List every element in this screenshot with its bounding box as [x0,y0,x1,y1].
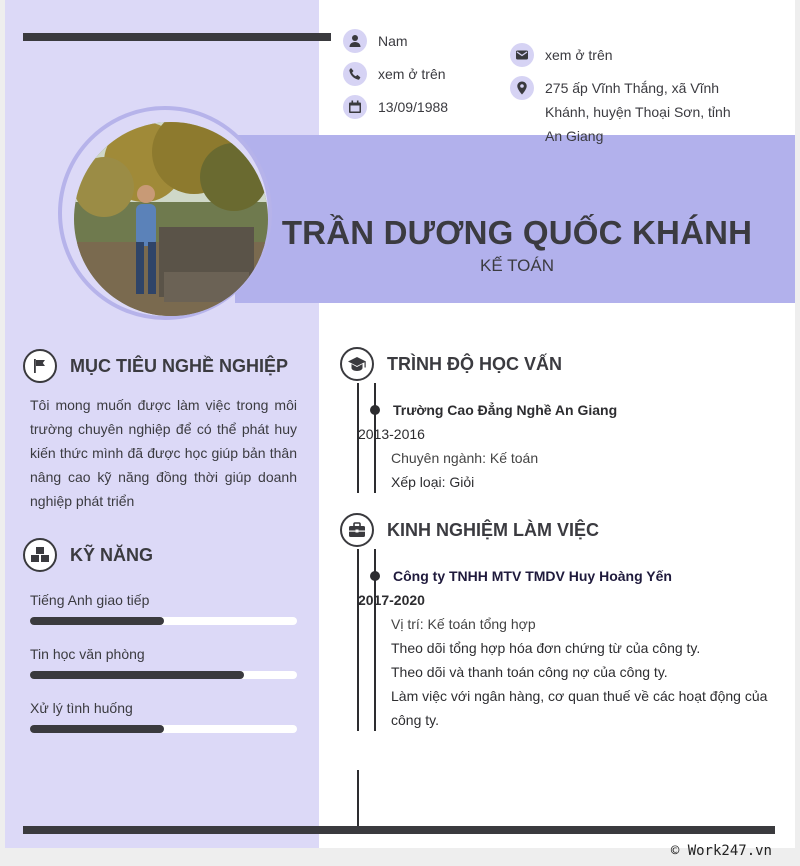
person-icon [343,29,367,53]
birthday-text: 13/09/1988 [378,99,449,115]
calendar-icon [343,95,367,119]
phone-text: xem ở trên [378,66,446,82]
bottom-divider [23,826,775,834]
cv-page [5,0,795,848]
briefcase-icon [340,513,374,547]
company-name: Công ty TNHH MTV TMDV Huy Hoàng Yến [393,568,672,584]
phone-icon [343,62,367,86]
full-name: TRẦN DƯƠNG QUỐC KHÁNH [281,214,753,251]
skill-bar-fill [30,617,164,625]
location-pin-icon [510,76,534,100]
school-name: Trường Cao Đẳng Nghề An Giang [393,402,618,418]
education-title: TRÌNH ĐỘ HỌC VẤN [387,353,562,374]
skill-bar [30,725,297,733]
address-line: 275 ấp Vĩnh Thắng, xã Vĩnh [545,80,720,96]
skill-bar-fill [30,725,164,733]
skill-label: Tin học văn phòng [30,646,145,662]
job-position: KẾ TOÁN [479,256,554,275]
education-period: 2013-2016 [358,426,425,442]
timeline-dot [370,405,380,415]
graduation-cap-icon [340,347,374,381]
email-text: xem ở trên [545,47,613,63]
cubes-icon [23,538,57,572]
timeline-line [357,549,359,731]
avatar [74,122,268,316]
top-divider [23,33,331,41]
skill-label: Tiếng Anh giao tiếp [30,592,150,608]
objective-header [23,349,288,383]
duty-item: công ty. [391,712,439,728]
objective-text: Tôi mong muốn được làm việc trong môi trường chuyên nghiệp để có thể phát huy kiến thức mình đã được học giúp bản thân nâng cao kỹ năng đồng thời giúp doanh nghiệp phát triển [30,397,297,509]
experience-title: KINH NGHIỆM LÀM VIỆC [387,519,600,540]
contact-birthday [343,95,448,119]
duty-item: Theo dõi và thanh toán công nợ của công ty. [391,664,668,680]
experience-role: Vị trí: Kế toán tổng hợp [391,616,536,632]
skills-header [23,538,153,572]
gender-text: Nam [378,33,408,49]
education-header [340,347,562,381]
skill-bar-fill [30,671,244,679]
contact-phone [343,62,446,86]
contact-gender [343,29,408,53]
skills-title: KỸ NĂNG [70,544,154,565]
experience-header [340,513,599,547]
contact-email [510,43,613,67]
mail-icon [510,43,534,67]
duty-item: Theo dõi tổng hợp hóa đơn chứng từ của công ty. [391,640,701,656]
objective-title: MỤC TIÊU NGHỀ NGHIỆP [70,355,289,376]
timeline-line [357,770,359,828]
address-text [545,76,731,148]
timeline-dot [370,571,380,581]
experience-period: 2017-2020 [358,592,425,608]
education-grade: Xếp loại: Giỏi [391,474,475,490]
address-line: Khánh, huyện Thoại Sơn, tỉnh [545,104,731,120]
contact-address [510,76,731,148]
duty-item: Làm việc với ngân hàng, cơ quan thuế về các hoạt động của [391,688,768,704]
skill-bar [30,671,297,679]
watermark: © Work247.vn [670,843,772,859]
skill-label: Xử lý tình huống [30,700,133,716]
education-major: Chuyên ngành: Kế toán [391,450,539,466]
skill-bar [30,617,297,625]
address-line: An Giang [545,128,604,144]
flag-icon [23,349,57,383]
